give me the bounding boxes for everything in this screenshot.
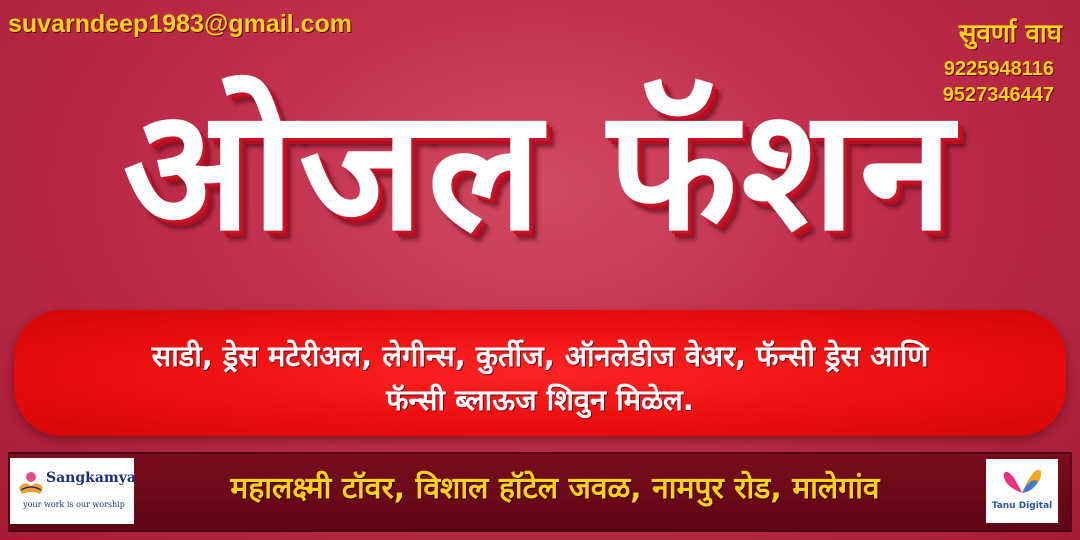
- sangkamya-name: Sangkamya: [46, 470, 136, 486]
- services-line-2: फॅन्सी ब्लाऊज शिवुन मिळेल.: [386, 383, 694, 417]
- sangkamya-tagline: your work is our worship: [23, 500, 125, 509]
- services-line-1: साडी, ड्रेस मटेरीअल, लेगीन्स, कुर्तीज, ऑनलेडीज वेअर, फॅन्सी ड्रेस आणि: [151, 339, 929, 373]
- tanu-digital-logo: [986, 459, 1058, 523]
- tanu-digital-name: Tanu Digital: [991, 501, 1053, 511]
- email-address: suvarndeep1983@gmail.com: [8, 10, 352, 38]
- phone-number-1: 9225948116: [943, 58, 1054, 80]
- phone-number-2: 9527346447: [942, 84, 1054, 106]
- butterfly-icon: [1000, 463, 1044, 499]
- owner-name: सुवर्णा वाघ: [958, 19, 1062, 49]
- hands-icon: [16, 468, 46, 498]
- shop-title: ओजल फॅशन: [123, 72, 957, 268]
- shop-address: महालक्ष्मी टॉवर, विशाल हॉटेल जवळ, नामपुर रोड, मालेगांव: [230, 471, 880, 506]
- sangkamya-logo: [10, 458, 134, 524]
